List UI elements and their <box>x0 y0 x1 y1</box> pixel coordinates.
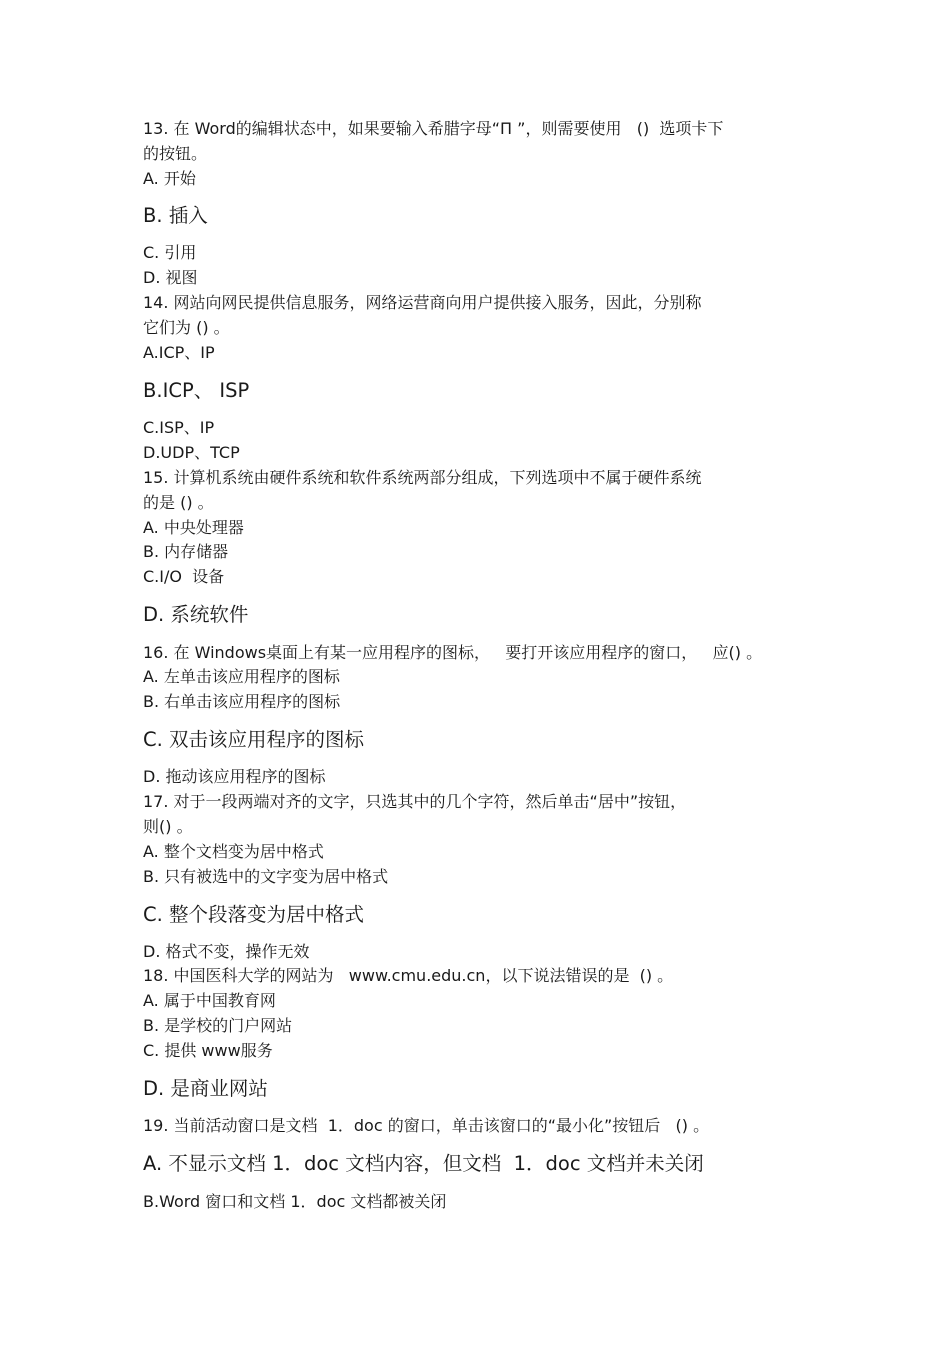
question-14-option-d: D.UDP、TCP <box>143 443 240 462</box>
question-16-stem: 16. 在 Windows桌面上有某一应用程序的图标， 要打开该应用程序的窗口， 应() 。 <box>143 643 763 662</box>
question-16-option-a: A. 左单击该应用程序的图标 <box>143 667 340 686</box>
question-19-option-a: A. 不显示文档 1．doc 文档内容，但文档 1．doc 文档并未关闭 <box>143 1152 704 1175</box>
question-18-option-d: D. 是商业网站 <box>143 1077 268 1100</box>
question-14-option-c: C.ISP、IP <box>143 418 215 437</box>
question-13-stem-line1: 13. 在 Word的编辑状态中，如果要输入希腊字母“Π ”，则需要使用 () 选项卡下 <box>143 119 724 138</box>
question-17-option-c: C. 整个段落变为居中格式 <box>143 903 365 926</box>
question-19-stem: 19. 当前活动窗口是文档 1．doc 的窗口，单击该窗口的“最小化”按钮后 () 。 <box>143 1116 710 1135</box>
question-18-option-c: C. 提供 www服务 <box>143 1041 273 1060</box>
question-13-stem-line2: 的按钮。 <box>143 144 208 163</box>
question-13-option-b: B. 插入 <box>143 204 208 227</box>
question-15-option-d: D. 系统软件 <box>143 603 249 626</box>
question-18-option-a: A. 属于中国教育网 <box>143 991 276 1010</box>
question-15-option-c: C.I/O 设备 <box>143 567 225 586</box>
question-13-option-d: D. 视图 <box>143 268 198 287</box>
question-19-option-b: B.Word 窗口和文档 1．doc 文档都被关闭 <box>143 1192 447 1211</box>
question-16-option-d: D. 拖动该应用程序的图标 <box>143 767 326 786</box>
question-15-stem-line1: 15. 计算机系统由硬件系统和软件系统两部分组成，下列选项中不属于硬件系统 <box>143 468 702 487</box>
question-18-option-b: B. 是学校的门户网站 <box>143 1016 293 1035</box>
question-16-option-b: B. 右单击该应用程序的图标 <box>143 692 341 711</box>
question-14-option-a: A.ICP、IP <box>143 343 215 362</box>
question-14-option-b: B.ICP、 ISP <box>143 379 250 402</box>
question-18-stem: 18. 中国医科大学的网站为 www.cmu.edu.cn，以下说法错误的是 () 。 <box>143 966 674 985</box>
question-14-stem-line1: 14. 网站向网民提供信息服务，网络运营商向用户提供接入服务，因此，分别称 <box>143 293 702 312</box>
question-15-stem-line2: 的是 () 。 <box>143 493 214 512</box>
question-17-option-b: B. 只有被选中的文字变为居中格式 <box>143 867 389 886</box>
question-15-option-a: A. 中央处理器 <box>143 518 244 537</box>
question-17-stem-line2: 则() 。 <box>143 817 193 836</box>
question-13-option-c: C. 引用 <box>143 243 197 262</box>
question-17-option-d: D. 格式不变，操作无效 <box>143 942 310 961</box>
question-16-option-c: C. 双击该应用程序的图标 <box>143 728 365 751</box>
question-17-stem-line1: 17. 对于一段两端对齐的文字，只选其中的几个字符，然后单击“居中”按钮， <box>143 792 687 811</box>
question-14-stem-line2: 它们为 () 。 <box>143 318 230 337</box>
question-13-option-a: A. 开始 <box>143 169 196 188</box>
question-17-option-a: A. 整个文档变为居中格式 <box>143 842 324 861</box>
question-15-option-b: B. 内存储器 <box>143 542 229 561</box>
